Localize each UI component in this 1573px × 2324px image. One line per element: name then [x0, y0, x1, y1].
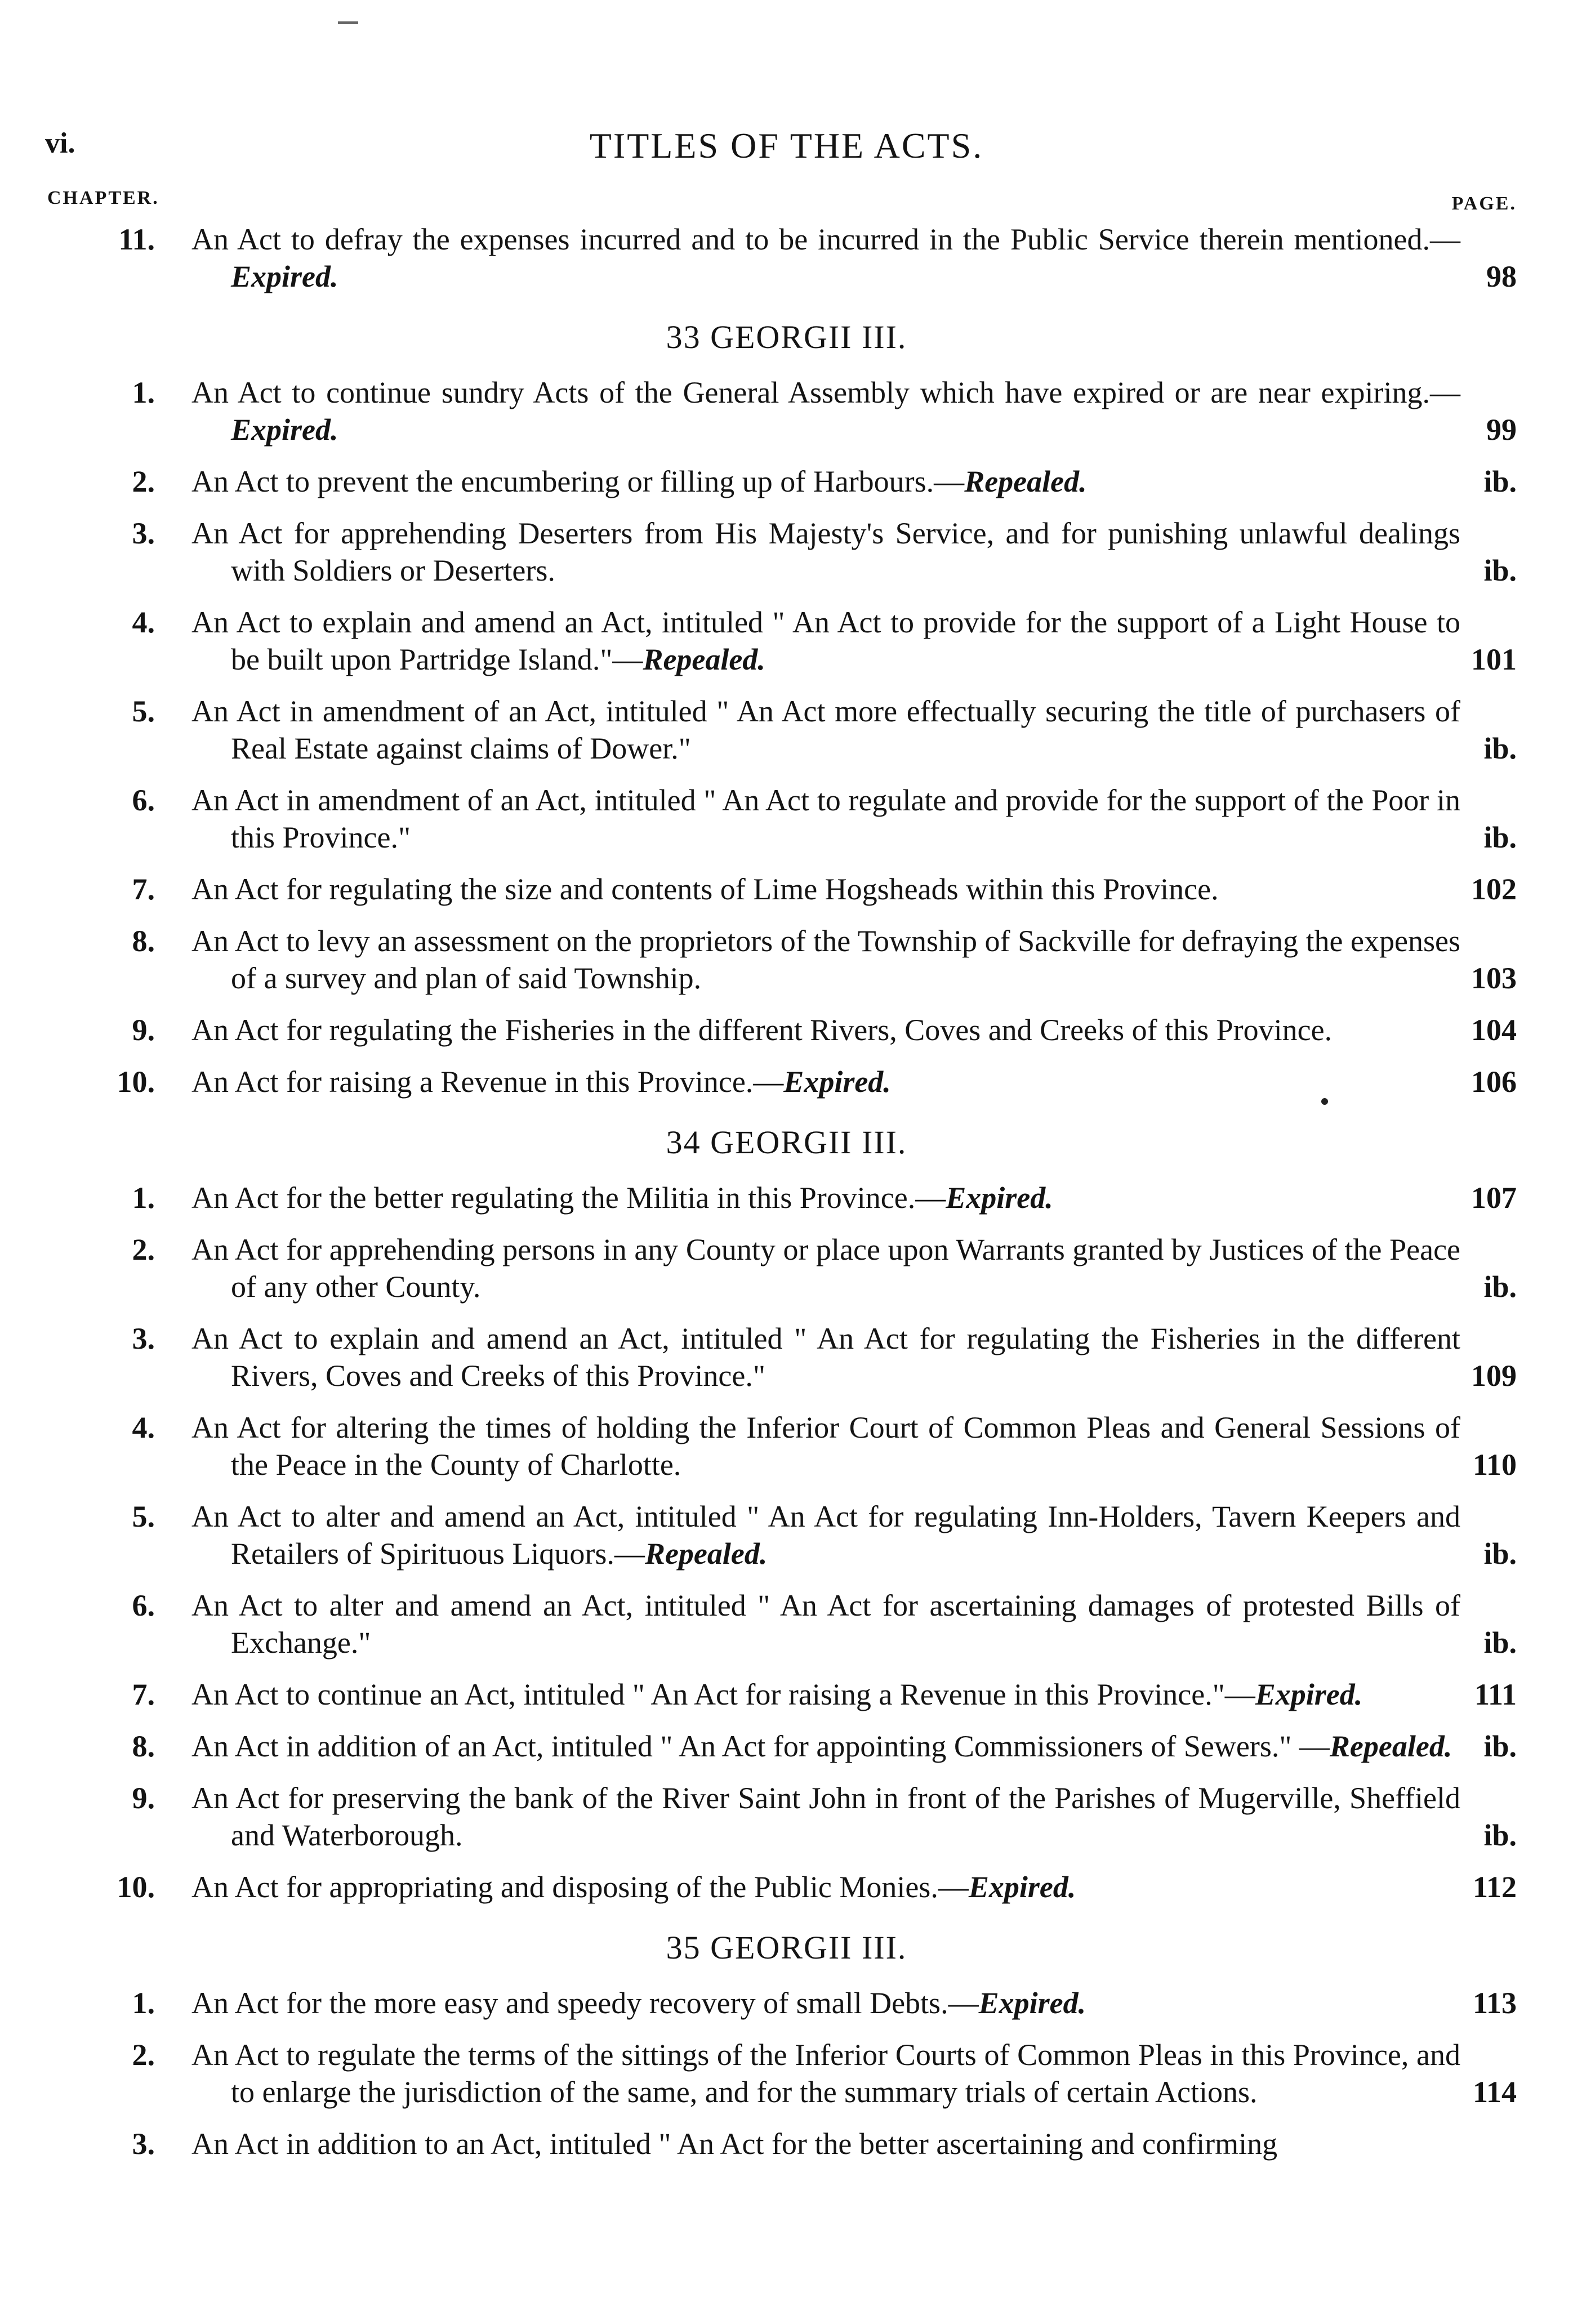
running-title: TITLES OF THE ACTS. — [589, 126, 984, 166]
act-entry — [0, 1676, 1573, 1713]
act-entry — [0, 463, 1573, 500]
act-title-text: An Act for apprehending Deserters from His Majesty's Service, and for punishing unlawful dealings with Soldiers or Deserters. — [191, 516, 1460, 587]
act-title — [191, 2036, 1460, 2111]
act-title-text: An Act to regulate the terms of the sittings of the Inferior Courts of Common Pleas in this Province, and to enlarge the jurisdiction of the same, and for the summary trials of certain Actions. — [191, 2038, 1460, 2109]
act-entry — [0, 374, 1573, 448]
act-entry — [0, 515, 1573, 589]
chapter-number: 6. — [132, 1589, 155, 1622]
page-reference: ib. — [1483, 1729, 1517, 1763]
act-title-text: An Act for apprehending persons in any County or place upon Warrants granted by Justices of the Peace of any other County. — [191, 1233, 1460, 1304]
act-entry — [0, 604, 1573, 678]
act-entry — [0, 1231, 1573, 1305]
act-title-text: An Act in addition of an Act, intituled " An Act for appointing Commissioners of Sewers." — — [191, 1729, 1330, 1763]
page-reference: 103 — [1471, 961, 1517, 995]
act-title — [191, 1011, 1460, 1049]
chapter-number: 5. — [132, 694, 155, 728]
print-mark — [338, 21, 358, 24]
act-title-text: An Act for the more easy and speedy recovery of small Debts.— — [191, 1986, 979, 2020]
page-reference: 102 — [1471, 872, 1517, 906]
chapter-number: 3. — [132, 2127, 155, 2161]
chapter-number: 10. — [117, 1870, 155, 1904]
act-entry — [0, 1984, 1573, 2022]
page-reference: ib. — [1483, 1270, 1517, 1304]
act-title — [191, 1179, 1460, 1216]
act-title-text: An Act in amendment of an Act, intituled " An Act more effectually securing the title of purchasers of Real Estate against claims of Dower." — [191, 694, 1460, 765]
chapter-number: 6. — [132, 783, 155, 817]
act-entry — [0, 2036, 1573, 2111]
act-title — [191, 515, 1460, 589]
chapter-number: 5. — [132, 1500, 155, 1533]
page-column-label: PAGE. — [1451, 193, 1517, 214]
act-title-text: An Act to explain and amend an Act, intituled " An Act to provide for the support of a Light House to be built upon Partridge Island."— — [191, 605, 1460, 676]
act-status-note: Expired. — [968, 1870, 1076, 1904]
act-status-note: Repealed. — [1329, 1729, 1452, 1763]
act-status-note: Expired. — [231, 413, 338, 447]
act-title — [191, 922, 1460, 997]
act-entry — [0, 1063, 1573, 1100]
act-title — [191, 221, 1460, 295]
page-reference: 114 — [1472, 2075, 1517, 2109]
act-title — [191, 2125, 1460, 2162]
chapter-number: 9. — [132, 1013, 155, 1047]
act-title-text: An Act in amendment of an Act, intituled " An Act to regulate and provide for the support of the Poor in this Province." — [191, 783, 1460, 854]
chapter-number: 2. — [132, 2038, 155, 2072]
act-title-text: An Act to explain and amend an Act, intituled " An Act for regulating the Fisheries in the different Rivers, Coves and Creeks of this Province." — [191, 1322, 1460, 1393]
act-title — [191, 1779, 1460, 1854]
act-title-text: An Act for raising a Revenue in this Province.— — [191, 1065, 784, 1099]
act-title — [191, 604, 1460, 678]
chapter-number: 8. — [132, 1729, 155, 1763]
act-title-text: An Act to levy an assessment on the proprietors of the Township of Sackville for defraying the expenses of a survey and plan of said Township. — [191, 924, 1460, 995]
section-heading: 35 GEORGII III. — [666, 1929, 907, 1966]
act-title-text: An Act for regulating the Fisheries in the different Rivers, Coves and Creeks of this Province. — [191, 1013, 1333, 1047]
act-title — [191, 782, 1460, 856]
act-title-text: An Act to continue sundry Acts of the General Assembly which have expired or are near expiring.— — [191, 376, 1460, 409]
act-title-text: An Act to alter and amend an Act, intituled " An Act for regulating Inn-Holders, Tavern Keepers and Retailers of Spirituous Liquors.— — [191, 1500, 1460, 1571]
act-title — [191, 1728, 1460, 1765]
page-reference: 112 — [1472, 1870, 1517, 1904]
act-status-note: Expired. — [946, 1181, 1053, 1215]
page-reference: ib. — [1483, 1818, 1517, 1852]
chapter-number: 1. — [132, 376, 155, 409]
act-title-text: An Act for regulating the size and contents of Lime Hogsheads within this Province. — [191, 872, 1219, 906]
page-reference: 99 — [1486, 413, 1517, 447]
act-entry — [0, 922, 1573, 997]
page-reference: 101 — [1471, 643, 1517, 676]
act-status-note: Expired. — [978, 1986, 1086, 2020]
chapter-number: 10. — [117, 1065, 155, 1099]
page-reference: 113 — [1472, 1986, 1517, 2020]
act-entry — [0, 1011, 1573, 1049]
act-entry — [0, 1587, 1573, 1661]
chapter-number: 9. — [132, 1781, 155, 1815]
chapter-number: 1. — [132, 1986, 155, 2020]
act-title-text: An Act for appropriating and disposing of the Public Monies.— — [191, 1870, 969, 1904]
page-reference: ib. — [1483, 1626, 1517, 1660]
page-reference: 110 — [1472, 1448, 1517, 1482]
page-reference: 111 — [1474, 1678, 1517, 1711]
act-entry — [0, 1779, 1573, 1854]
act-entry — [0, 1179, 1573, 1216]
folio-number: vi. — [45, 127, 75, 159]
chapter-number: 2. — [132, 1233, 155, 1266]
act-title — [191, 1063, 1460, 1100]
section-heading: 34 GEORGII III. — [666, 1124, 907, 1161]
act-title-text: An Act to defray the expenses incurred and to be incurred in the Public Service therein mentioned.— — [191, 222, 1460, 256]
chapter-number: 8. — [132, 924, 155, 958]
page-reference: 104 — [1471, 1013, 1517, 1047]
chapter-number: 4. — [132, 605, 155, 639]
act-status-note: Repealed. — [644, 1537, 768, 1571]
act-title — [191, 1868, 1460, 1906]
act-entry — [0, 1409, 1573, 1483]
chapter-number: 7. — [132, 1678, 155, 1711]
page-reference: ib. — [1483, 820, 1517, 854]
act-title — [191, 693, 1460, 767]
acts-list — [0, 221, 1573, 2177]
act-title-text: An Act to prevent the encumbering or filling up of Harbours.— — [191, 465, 965, 498]
page-reference: 107 — [1471, 1181, 1517, 1215]
act-status-note: Expired. — [1255, 1678, 1363, 1711]
act-title — [191, 1676, 1460, 1713]
act-entry — [0, 1498, 1573, 1572]
act-title-text: An Act in addition to an Act, intituled " An Act for the better ascertaining and confirming — [191, 2127, 1278, 2161]
act-status-note: Repealed. — [964, 465, 1087, 498]
chapter-number: 4. — [132, 1411, 155, 1444]
act-title — [191, 1409, 1460, 1483]
act-status-note: Repealed. — [643, 643, 765, 676]
act-title-text: An Act for preserving the bank of the River Saint John in front of the Parishes of Mugerville, Sheffield and Waterborough. — [191, 1781, 1460, 1852]
act-title — [191, 374, 1460, 448]
page-reference: ib. — [1483, 1537, 1517, 1571]
chapter-column-label: CHAPTER. — [47, 188, 159, 208]
act-title — [191, 1587, 1460, 1661]
page-reference: 98 — [1486, 260, 1517, 293]
act-title-text: An Act for the better regulating the Militia in this Province.— — [191, 1181, 946, 1215]
page-reference: ib. — [1483, 465, 1517, 498]
chapter-number: 7. — [132, 872, 155, 906]
page-reference: ib. — [1483, 731, 1517, 765]
act-status-note: Expired. — [783, 1065, 891, 1099]
chapter-number: 11. — [118, 222, 155, 256]
page-reference: 106 — [1471, 1065, 1517, 1099]
act-title — [191, 1320, 1460, 1394]
chapter-number: 1. — [132, 1181, 155, 1215]
act-entry — [0, 782, 1573, 856]
act-entry — [0, 693, 1573, 767]
act-status-note: Expired. — [231, 260, 338, 293]
act-title — [191, 463, 1460, 500]
page-reference: ib. — [1483, 554, 1517, 587]
chapter-number: 3. — [132, 516, 155, 550]
chapter-number: 2. — [132, 465, 155, 498]
page-reference: 109 — [1471, 1359, 1517, 1393]
act-title — [191, 1984, 1460, 2022]
act-title — [191, 1231, 1460, 1305]
act-title — [191, 871, 1460, 908]
act-entry — [0, 1868, 1573, 1906]
act-title — [191, 1498, 1460, 1572]
act-entry — [0, 2125, 1573, 2162]
act-entry — [0, 1728, 1573, 1765]
act-entry — [0, 871, 1573, 908]
chapter-number: 3. — [132, 1322, 155, 1355]
act-title-text: An Act for altering the times of holding the Inferior Court of Common Pleas and General Sessions of the Peace in the County of Charlotte. — [191, 1411, 1460, 1482]
act-title-text: An Act to continue an Act, intituled " An Act for raising a Revenue in this Province."— — [191, 1678, 1255, 1711]
act-entry — [0, 1320, 1573, 1394]
act-entry — [0, 221, 1573, 295]
section-heading: 33 GEORGII III. — [666, 319, 907, 355]
act-title-text: An Act to alter and amend an Act, intituled " An Act for ascertaining damages of protested Bills of Exchange." — [191, 1589, 1460, 1660]
